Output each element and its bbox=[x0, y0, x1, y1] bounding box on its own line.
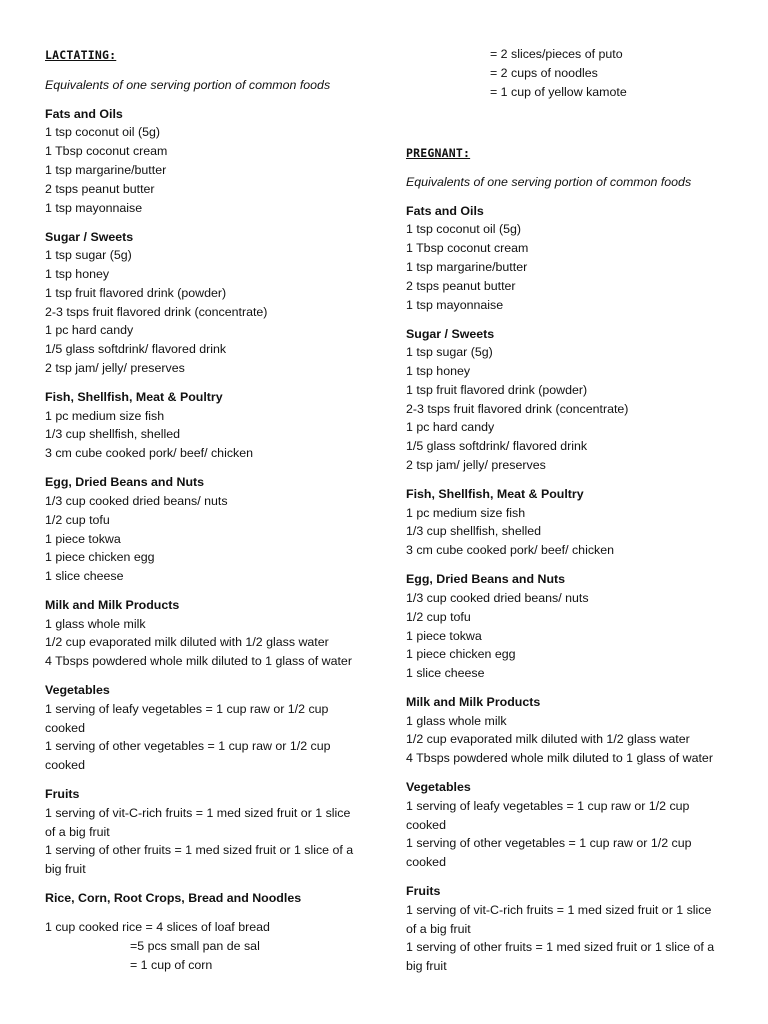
pregnant-fish-item: 1/3 cup shellfish, shelled bbox=[406, 524, 542, 538]
lactating-fats-item: 1 tsp coconut oil (5g) bbox=[45, 125, 161, 139]
pregnant-egg-item: 1/3 cup cooked dried beans/ nuts bbox=[406, 591, 589, 605]
lactating-sugar-item: 2 tsp jam/ jelly/ preserves bbox=[45, 361, 185, 375]
pregnant-fish-item: 3 cm cube cooked pork/ beef/ chicken bbox=[406, 543, 615, 557]
pregnant-sugar-item: 2-3 tsps fruit flavored drink (concentrate) bbox=[406, 402, 629, 416]
pregnant-fish-heading: Fish, Shellfish, Meat & Poultry bbox=[406, 487, 584, 501]
pregnant-egg-item: 1/2 cup tofu bbox=[406, 610, 471, 624]
pregnant-fruits-heading: Fruits bbox=[406, 884, 441, 898]
lactating-rice-equivalent: = 2 cups of noodles bbox=[490, 66, 598, 80]
pregnant-fats-item: 1 tsp mayonnaise bbox=[406, 298, 504, 312]
lactating-milk-item: 1/2 cup evaporated milk diluted with 1/2 glass water bbox=[45, 635, 329, 649]
pregnant-intro: Equivalents of one serving portion of common foods bbox=[406, 175, 692, 189]
lactating-egg-item: 1 piece tokwa bbox=[45, 532, 121, 546]
lactating-vegetables-heading: Vegetables bbox=[45, 683, 110, 697]
lactating-sugar-item: 1 tsp honey bbox=[45, 267, 110, 281]
lactating-fruits-line: 1 serving of vit-C-rich fruits = 1 med sized fruit or 1 slice bbox=[45, 806, 351, 820]
pregnant-sugar-item: 1 tsp honey bbox=[406, 364, 471, 378]
lactating-egg-item: 1 slice cheese bbox=[45, 569, 124, 583]
lactating-rice-equivalent: = 1 cup of corn bbox=[130, 958, 213, 972]
lactating-intro: Equivalents of one serving portion of common foods bbox=[45, 78, 331, 92]
lactating-sugar-item: 2-3 tsps fruit flavored drink (concentrate) bbox=[45, 305, 268, 319]
lactating-rice-equivalent: = 2 slices/pieces of puto bbox=[490, 47, 623, 61]
lactating-sugar-item: 1 tsp sugar (5g) bbox=[45, 248, 132, 262]
pregnant-milk-item: 1/2 cup evaporated milk diluted with 1/2 glass water bbox=[406, 732, 690, 746]
lactating-milk-item: 1 glass whole milk bbox=[45, 617, 146, 631]
pregnant-fruits-line: 1 serving of other fruits = 1 med sized fruit or 1 slice of a bbox=[406, 940, 715, 954]
pregnant-fats-item: 1 Tbsp coconut cream bbox=[406, 241, 529, 255]
pregnant-fruits-line: of a big fruit bbox=[406, 922, 471, 936]
lactating-fats-item: 2 tsps peanut butter bbox=[45, 182, 155, 196]
lactating-egg-item: 1 piece chicken egg bbox=[45, 550, 155, 564]
pregnant-title: PREGNANT: bbox=[406, 146, 471, 160]
lactating-sugar-heading: Sugar / Sweets bbox=[45, 230, 134, 244]
pregnant-fats-item: 1 tsp margarine/butter bbox=[406, 260, 528, 274]
lactating-fruits-line: 1 serving of other fruits = 1 med sized fruit or 1 slice of a bbox=[45, 843, 354, 857]
lactating-fish-item: 1 pc medium size fish bbox=[45, 409, 165, 423]
lactating-fish-item: 3 cm cube cooked pork/ beef/ chicken bbox=[45, 446, 254, 460]
lactating-rice-line: 1 cup cooked rice = 4 slices of loaf bread bbox=[45, 920, 270, 934]
pregnant-sugar-item: 1 pc hard candy bbox=[406, 420, 495, 434]
pregnant-vegetables-line: cooked bbox=[406, 855, 446, 869]
pregnant-sugar-item: 1/5 glass softdrink/ flavored drink bbox=[406, 439, 588, 453]
pregnant-milk-item: 1 glass whole milk bbox=[406, 714, 507, 728]
pregnant-fats-item: 2 tsps peanut butter bbox=[406, 279, 516, 293]
lactating-fats-item: 1 Tbsp coconut cream bbox=[45, 144, 168, 158]
lactating-vegetables-line: 1 serving of leafy vegetables = 1 cup raw or 1/2 cup bbox=[45, 702, 329, 716]
lactating-fats-item: 1 tsp mayonnaise bbox=[45, 201, 143, 215]
lactating-milk-item: 4 Tbsps powdered whole milk diluted to 1 glass of water bbox=[45, 654, 352, 668]
lactating-rice-equivalent: = 1 cup of yellow kamote bbox=[490, 85, 627, 99]
pregnant-sugar-item: 2 tsp jam/ jelly/ preserves bbox=[406, 458, 546, 472]
lactating-sugar-item: 1 tsp fruit flavored drink (powder) bbox=[45, 286, 227, 300]
lactating-egg-item: 1/2 cup tofu bbox=[45, 513, 110, 527]
lactating-fish-item: 1/3 cup shellfish, shelled bbox=[45, 427, 181, 441]
pregnant-fats-item: 1 tsp coconut oil (5g) bbox=[406, 222, 522, 236]
pregnant-sugar-item: 1 tsp sugar (5g) bbox=[406, 345, 493, 359]
pregnant-sugar-item: 1 tsp fruit flavored drink (powder) bbox=[406, 383, 588, 397]
lactating-fats-heading: Fats and Oils bbox=[45, 107, 123, 121]
pregnant-egg-item: 1 slice cheese bbox=[406, 666, 485, 680]
pregnant-milk-heading: Milk and Milk Products bbox=[406, 695, 541, 709]
lactating-vegetables-line: 1 serving of other vegetables = 1 cup raw or 1/2 cup bbox=[45, 739, 331, 753]
lactating-sugar-item: 1 pc hard candy bbox=[45, 323, 134, 337]
pregnant-sugar-heading: Sugar / Sweets bbox=[406, 327, 495, 341]
lactating-fruits-heading: Fruits bbox=[45, 787, 80, 801]
lactating-sugar-item: 1/5 glass softdrink/ flavored drink bbox=[45, 342, 227, 356]
lactating-fish-heading: Fish, Shellfish, Meat & Poultry bbox=[45, 390, 223, 404]
lactating-fats-item: 1 tsp margarine/butter bbox=[45, 163, 167, 177]
pregnant-fruits-line: 1 serving of vit-C-rich fruits = 1 med sized fruit or 1 slice bbox=[406, 903, 712, 917]
pregnant-fats-heading: Fats and Oils bbox=[406, 204, 484, 218]
lactating-rice-heading: Rice, Corn, Root Crops, Bread and Noodles bbox=[45, 891, 302, 905]
lactating-fruits-line: big fruit bbox=[45, 862, 86, 876]
pregnant-egg-heading: Egg, Dried Beans and Nuts bbox=[406, 572, 566, 586]
pregnant-vegetables-line: 1 serving of leafy vegetables = 1 cup raw or 1/2 cup bbox=[406, 799, 690, 813]
pregnant-fruits-line: big fruit bbox=[406, 959, 447, 973]
lactating-vegetables-line: cooked bbox=[45, 758, 85, 772]
pregnant-vegetables-heading: Vegetables bbox=[406, 780, 471, 794]
pregnant-egg-item: 1 piece tokwa bbox=[406, 629, 482, 643]
lactating-title: LACTATING: bbox=[45, 48, 117, 62]
lactating-rice-equivalent: =5 pcs small pan de sal bbox=[130, 939, 260, 953]
pregnant-vegetables-line: 1 serving of other vegetables = 1 cup raw or 1/2 cup bbox=[406, 836, 692, 850]
lactating-milk-heading: Milk and Milk Products bbox=[45, 598, 180, 612]
pregnant-vegetables-line: cooked bbox=[406, 818, 446, 832]
lactating-egg-item: 1/3 cup cooked dried beans/ nuts bbox=[45, 494, 228, 508]
pregnant-egg-item: 1 piece chicken egg bbox=[406, 647, 516, 661]
lactating-egg-heading: Egg, Dried Beans and Nuts bbox=[45, 475, 205, 489]
pregnant-fish-item: 1 pc medium size fish bbox=[406, 506, 526, 520]
lactating-fruits-line: of a big fruit bbox=[45, 825, 110, 839]
lactating-vegetables-line: cooked bbox=[45, 721, 85, 735]
pregnant-milk-item: 4 Tbsps powdered whole milk diluted to 1 glass of water bbox=[406, 751, 713, 765]
